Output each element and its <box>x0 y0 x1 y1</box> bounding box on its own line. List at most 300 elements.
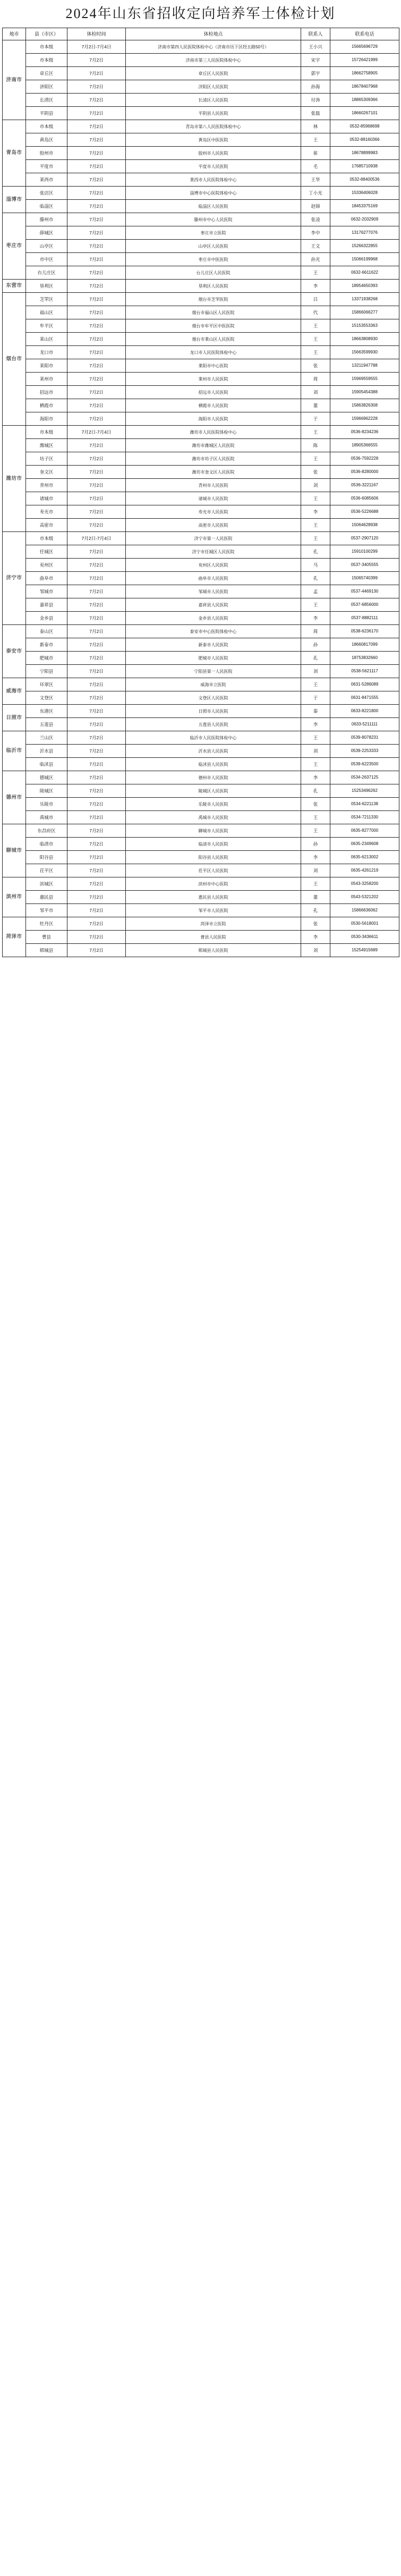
cell-time: 7月2日 <box>67 917 126 931</box>
cell-time: 7月2日 <box>67 572 126 585</box>
cell-place: 烟台市芝罘医院 <box>126 293 301 306</box>
cell-phone: 15253496262 <box>330 784 399 798</box>
table-row <box>3 200 399 213</box>
cell-phone: 15665696729 <box>330 40 399 54</box>
cell-phone: 0536-7592228 <box>330 452 399 466</box>
cell-place: 聊城市人民医院 <box>126 824 301 838</box>
cell-contact: 于 <box>301 412 330 426</box>
cell-county: 兖州区 <box>26 559 67 572</box>
cell-contact: 孔 <box>301 652 330 665</box>
cell-contact: 李 <box>301 771 330 784</box>
cell-place: 高密市人民医院 <box>126 519 301 532</box>
cell-city: 临沂市 <box>3 731 26 771</box>
cell-county: 牟平区 <box>26 319 67 333</box>
cell-phone: 15966962228 <box>330 412 399 426</box>
cell-place: 金乡县人民医院 <box>126 612 301 625</box>
cell-contact: 李 <box>301 931 330 944</box>
table-row <box>3 652 399 665</box>
cell-city: 潍坊市 <box>3 426 26 532</box>
table-row <box>3 559 399 572</box>
cell-place: 新泰市人民医院 <box>126 638 301 652</box>
cell-time: 7月2日 <box>67 492 126 505</box>
cell-time: 7月2日 <box>67 931 126 944</box>
cell-contact: 王 <box>301 877 330 891</box>
cell-time: 7月2日 <box>67 319 126 333</box>
cell-contact: 王 <box>301 333 330 346</box>
header-phone: 联系电话 <box>330 28 399 40</box>
cell-time: 7月2日 <box>67 160 126 173</box>
cell-contact: 宋宇 <box>301 54 330 67</box>
cell-contact: 王 <box>301 346 330 359</box>
cell-county: 五莲县 <box>26 718 67 731</box>
cell-county: 临清市 <box>26 838 67 851</box>
page-title: 2024年山东省招收定向培养军士体检计划 <box>65 6 336 21</box>
cell-contact: 王 <box>301 426 330 439</box>
table-row <box>3 625 399 638</box>
cell-place: 山亭区人民医院 <box>126 240 301 253</box>
table-row <box>3 931 399 944</box>
cell-phone: 13176277076 <box>330 226 399 240</box>
cell-phone: 0532-88160366 <box>330 133 399 147</box>
cell-place: 曲阜市人民医院 <box>126 572 301 585</box>
cell-time: 7月2日 <box>67 612 126 625</box>
cell-county: 台儿庄区 <box>26 266 67 280</box>
table-row <box>3 54 399 67</box>
cell-phone: 15336406028 <box>330 187 399 200</box>
cell-contact: 秦 <box>301 705 330 718</box>
header-city: 地市 <box>3 28 26 40</box>
cell-phone: 0532-85968698 <box>330 120 399 133</box>
cell-county: 邹城市 <box>26 585 67 598</box>
cell-contact: 孙 <box>301 638 330 652</box>
cell-contact: 王 <box>301 731 330 745</box>
header-place: 体检地点 <box>126 28 301 40</box>
cell-county: 牡丹区 <box>26 917 67 931</box>
cell-place: 枣庄市立医院 <box>126 226 301 240</box>
cell-contact: 李 <box>301 505 330 519</box>
cell-time: 7月2日 <box>67 784 126 798</box>
cell-time: 7月2日 <box>67 505 126 519</box>
cell-phone: 13371938268 <box>330 293 399 306</box>
cell-phone: 0536-8280000 <box>330 466 399 479</box>
cell-time: 7月2日-7月4日 <box>67 532 126 545</box>
cell-city: 泰安市 <box>3 625 26 678</box>
cell-place: 章丘区人民医院 <box>126 67 301 80</box>
cell-phone: 15065740399 <box>330 572 399 585</box>
cell-time: 7月2日 <box>67 187 126 200</box>
cell-time: 7月2日 <box>67 306 126 319</box>
table-row <box>3 917 399 931</box>
cell-contact: 孔 <box>301 904 330 917</box>
table-row <box>3 240 399 253</box>
cell-time: 7月2日 <box>67 346 126 359</box>
cell-county: 兰山区 <box>26 731 67 745</box>
cell-time: 7月2日 <box>67 293 126 306</box>
exam-schedule-table <box>2 28 399 957</box>
cell-phone: 18905366555 <box>330 439 399 452</box>
cell-contact: 董 <box>301 891 330 904</box>
cell-phone: 15863826308 <box>330 399 399 412</box>
cell-city: 威海市 <box>3 678 26 705</box>
table-row <box>3 173 399 187</box>
cell-county: 茌平区 <box>26 864 67 877</box>
cell-place: 乐陵市人民医院 <box>126 798 301 811</box>
cell-county: 莱州市 <box>26 373 67 386</box>
cell-contact: 周 <box>301 373 330 386</box>
table-row <box>3 479 399 492</box>
cell-county: 禹城市 <box>26 811 67 824</box>
cell-contact: 王 <box>301 266 330 280</box>
cell-place: 烟台市牟平区中医医院 <box>126 319 301 333</box>
cell-contact: 张 <box>301 359 330 373</box>
cell-county: 莱西市 <box>26 173 67 187</box>
table-row <box>3 439 399 452</box>
cell-county: 莱山区 <box>26 333 67 346</box>
cell-contact: 郭宇 <box>301 67 330 80</box>
cell-phone: 18678407968 <box>330 80 399 94</box>
cell-contact: 王 <box>301 319 330 333</box>
cell-phone: 18753832660 <box>330 652 399 665</box>
cell-county: 黄岛区 <box>26 133 67 147</box>
table-row <box>3 678 399 691</box>
cell-time: 7月2日 <box>67 851 126 864</box>
cell-phone: 0633-8221800 <box>330 705 399 718</box>
cell-county: 肥城市 <box>26 652 67 665</box>
header-contact: 联系人 <box>301 28 330 40</box>
table-row <box>3 811 399 824</box>
cell-contact: 孟 <box>301 585 330 598</box>
cell-phone: 0534-6221138 <box>330 798 399 811</box>
cell-time: 7月2日 <box>67 838 126 851</box>
cell-place: 济南市第三人民医院体检中心 <box>126 54 301 67</box>
table-row <box>3 426 399 439</box>
cell-county: 济阳区 <box>26 80 67 94</box>
cell-time: 7月2日 <box>67 120 126 133</box>
cell-phone: 15153553363 <box>330 319 399 333</box>
header-time: 体检时间 <box>67 28 126 40</box>
cell-place: 郓城县人民医院 <box>126 944 301 957</box>
cell-time: 7月2日 <box>67 731 126 745</box>
cell-contact: 王华 <box>301 173 330 187</box>
cell-phone: 0536-8234236 <box>330 426 399 439</box>
table-row <box>3 386 399 399</box>
table-row <box>3 466 399 479</box>
cell-place: 潍坊市潍城区人民医院 <box>126 439 301 452</box>
cell-county: 临沭县 <box>26 758 67 771</box>
cell-county: 泰山区 <box>26 625 67 638</box>
cell-time: 7月2日 <box>67 678 126 691</box>
cell-phone: 0530-3436611 <box>330 931 399 944</box>
cell-place: 海阳市人民医院 <box>126 412 301 426</box>
cell-place: 潍坊市奎文区人民医院 <box>126 466 301 479</box>
table-row <box>3 120 399 133</box>
cell-city: 烟台市 <box>3 293 26 426</box>
cell-time: 7月2日 <box>67 665 126 678</box>
cell-phone: 18660817099 <box>330 638 399 652</box>
cell-time: 7月2日 <box>67 399 126 412</box>
table-row <box>3 771 399 784</box>
cell-phone: 0536-3221167 <box>330 479 399 492</box>
cell-county: 金乡县 <box>26 612 67 625</box>
cell-city: 菏泽市 <box>3 917 26 957</box>
cell-contact: 陈 <box>301 439 330 452</box>
cell-phone: 17685710938 <box>330 160 399 173</box>
cell-place: 泰安市中心医院体检中心 <box>126 625 301 638</box>
cell-county: 芝罘区 <box>26 293 67 306</box>
table-row <box>3 452 399 466</box>
cell-county: 宁阳县 <box>26 665 67 678</box>
cell-time: 7月2日 <box>67 147 126 160</box>
cell-city: 日照市 <box>3 705 26 731</box>
cell-phone: 0539-8078231 <box>330 731 399 745</box>
cell-city: 滨州市 <box>3 877 26 917</box>
cell-time: 7月2日 <box>67 652 126 665</box>
cell-contact: 付涛 <box>301 94 330 107</box>
cell-place: 青岛市第八人民医院体检中心 <box>126 120 301 133</box>
table-row <box>3 160 399 173</box>
cell-county: 环翠区 <box>26 678 67 691</box>
cell-contact: 王文 <box>301 240 330 253</box>
cell-county: 诸城市 <box>26 492 67 505</box>
cell-phone: 18453375169 <box>330 200 399 213</box>
cell-time: 7月2日 <box>67 598 126 612</box>
cell-place: 临沂市人民医院体检中心 <box>126 731 301 745</box>
cell-phone: 0537-4469130 <box>330 585 399 598</box>
cell-county: 市本级 <box>26 532 67 545</box>
table-row <box>3 798 399 811</box>
cell-contact: 王 <box>301 678 330 691</box>
table-row <box>3 293 399 306</box>
cell-phone: 15066199968 <box>330 253 399 266</box>
cell-county: 东昌府区 <box>26 824 67 838</box>
cell-contact: 张 <box>301 917 330 931</box>
cell-city: 枣庄市 <box>3 213 26 280</box>
cell-phone: 15866066277 <box>330 306 399 319</box>
cell-time: 7月2日 <box>67 133 126 147</box>
cell-contact: 周 <box>301 625 330 638</box>
cell-time: 7月2日-7月4日 <box>67 426 126 439</box>
table-row <box>3 904 399 917</box>
cell-county: 海阳市 <box>26 412 67 426</box>
cell-contact: 林 <box>301 120 330 133</box>
table-body <box>3 40 399 957</box>
table-row <box>3 359 399 373</box>
cell-time: 7月2日 <box>67 359 126 373</box>
cell-phone: 15910100299 <box>330 545 399 559</box>
cell-city: 东营市 <box>3 280 26 293</box>
cell-county: 临淄区 <box>26 200 67 213</box>
cell-contact: 孔 <box>301 545 330 559</box>
table-row <box>3 187 399 200</box>
table-row <box>3 944 399 957</box>
cell-time: 7月2日-7月4日 <box>67 40 126 54</box>
cell-place: 济阳区人民医院 <box>126 80 301 94</box>
cell-time: 7月2日 <box>67 771 126 784</box>
cell-phone: 0537-2907120 <box>330 532 399 545</box>
table-row <box>3 598 399 612</box>
cell-time: 7月2日 <box>67 226 126 240</box>
cell-phone: 0633-5211111 <box>330 718 399 731</box>
cell-place: 滨州市中心医院 <box>126 877 301 891</box>
cell-county: 招远市 <box>26 386 67 399</box>
cell-phone: 18663808930 <box>330 333 399 346</box>
cell-phone: 0536-6085606 <box>330 492 399 505</box>
cell-time: 7月2日 <box>67 200 126 213</box>
cell-phone: 0537-8882111 <box>330 612 399 625</box>
cell-phone: 0539-2253333 <box>330 745 399 758</box>
cell-time: 7月2日 <box>67 585 126 598</box>
cell-place: 烟台市福山区人民医院 <box>126 306 301 319</box>
cell-phone: 18660267101 <box>330 107 399 120</box>
cell-time: 7月2日 <box>67 173 126 187</box>
cell-contact: 刘 <box>301 479 330 492</box>
cell-contact: 刘 <box>301 944 330 957</box>
cell-contact: 王 <box>301 519 330 532</box>
cell-time: 7月2日 <box>67 824 126 838</box>
cell-place: 惠民县人民医院 <box>126 891 301 904</box>
cell-time: 7月2日 <box>67 519 126 532</box>
cell-time: 7月2日 <box>67 625 126 638</box>
cell-time: 7月2日 <box>67 811 126 824</box>
cell-time: 7月2日 <box>67 80 126 94</box>
cell-time: 7月2日 <box>67 891 126 904</box>
cell-place: 青州市人民医院 <box>126 479 301 492</box>
cell-place: 威海市立医院 <box>126 678 301 691</box>
table-row <box>3 373 399 386</box>
cell-phone: 0532-88400536 <box>330 173 399 187</box>
cell-city: 济南市 <box>3 40 26 120</box>
cell-city: 德州市 <box>3 771 26 824</box>
cell-phone: 0631-5286089 <box>330 678 399 691</box>
table-row <box>3 306 399 319</box>
cell-contact: 张磊 <box>301 107 330 120</box>
cell-place: 肥城市人民医院 <box>126 652 301 665</box>
cell-contact: 刘 <box>301 386 330 399</box>
cell-time: 7月2日 <box>67 266 126 280</box>
table-row <box>3 745 399 758</box>
cell-county: 乐陵市 <box>26 798 67 811</box>
cell-county: 任城区 <box>26 545 67 559</box>
cell-city: 淄博市 <box>3 187 26 213</box>
cell-contact: 张 <box>301 798 330 811</box>
cell-phone: 0635-8277000 <box>330 824 399 838</box>
cell-county: 市本级 <box>26 40 67 54</box>
cell-time: 7月2日 <box>67 213 126 226</box>
table-row <box>3 213 399 226</box>
cell-contact: 赵锦 <box>301 200 330 213</box>
cell-place: 曹县人民医院 <box>126 931 301 944</box>
cell-phone: 0536-5226688 <box>330 505 399 519</box>
cell-place: 黄岛区中医医院 <box>126 133 301 147</box>
cell-place: 诸城市人民医院 <box>126 492 301 505</box>
table-row <box>3 851 399 864</box>
cell-county: 滨城区 <box>26 877 67 891</box>
cell-county: 郓城县 <box>26 944 67 957</box>
cell-county: 东港区 <box>26 705 67 718</box>
cell-county: 长清区 <box>26 94 67 107</box>
table-row <box>3 877 399 891</box>
table-row <box>3 80 399 94</box>
cell-phone: 0632-6611622 <box>330 266 399 280</box>
cell-county: 山亭区 <box>26 240 67 253</box>
cell-county: 薛城区 <box>26 226 67 240</box>
table-row <box>3 612 399 625</box>
cell-place: 平度市人民医院 <box>126 160 301 173</box>
cell-county: 邹平市 <box>26 904 67 917</box>
cell-place: 枣庄市中医医院 <box>126 253 301 266</box>
cell-time: 7月2日 <box>67 94 126 107</box>
cell-phone: 0631-8471555 <box>330 691 399 705</box>
cell-phone: 13211947788 <box>330 359 399 373</box>
cell-county: 市本级 <box>26 120 67 133</box>
cell-time: 7月2日 <box>67 439 126 452</box>
cell-time: 7月2日 <box>67 373 126 386</box>
cell-contact: 孙海 <box>301 80 330 94</box>
cell-place: 陵城区人民医院 <box>126 784 301 798</box>
cell-place: 临淄区人民医院 <box>126 200 301 213</box>
cell-phone: 15266322855 <box>330 240 399 253</box>
cell-phone: 15866636062 <box>330 904 399 917</box>
table-row <box>3 705 399 718</box>
table-row <box>3 94 399 107</box>
cell-county: 嘉祥县 <box>26 598 67 612</box>
cell-contact: 刘 <box>301 665 330 678</box>
cell-place: 阳谷县人民医院 <box>126 851 301 864</box>
cell-county: 惠民县 <box>26 891 67 904</box>
cell-phone: 0534-2637125 <box>330 771 399 784</box>
cell-county: 张店区 <box>26 187 67 200</box>
table-row <box>3 585 399 598</box>
table-row <box>3 532 399 545</box>
cell-place: 招远市人民医院 <box>126 386 301 399</box>
table-row <box>3 731 399 745</box>
cell-phone: 0539-6223500 <box>330 758 399 771</box>
cell-county: 高密市 <box>26 519 67 532</box>
cell-time: 7月2日 <box>67 545 126 559</box>
cell-time: 7月2日 <box>67 333 126 346</box>
table-row <box>3 412 399 426</box>
cell-phone: 15254915689 <box>330 944 399 957</box>
cell-county: 胶州市 <box>26 147 67 160</box>
cell-county: 沂水县 <box>26 745 67 758</box>
table-row <box>3 824 399 838</box>
cell-time: 7月2日 <box>67 944 126 957</box>
cell-place: 寿光市人民医院 <box>126 505 301 519</box>
cell-time: 7月2日 <box>67 412 126 426</box>
cell-contact: 王小兴 <box>301 40 330 54</box>
cell-contact: 李 <box>301 612 330 625</box>
cell-county: 章丘区 <box>26 67 67 80</box>
cell-contact: 王 <box>301 492 330 505</box>
cell-county: 德城区 <box>26 771 67 784</box>
cell-contact: 张 <box>301 466 330 479</box>
cell-place: 滕州市中心人民医院 <box>126 213 301 226</box>
table-row <box>3 691 399 705</box>
cell-phone: 15969559555 <box>330 373 399 386</box>
cell-county: 寿光市 <box>26 505 67 519</box>
cell-place: 济南市第四人民医院体检中心（济南市历下区经五路50号） <box>126 40 301 54</box>
cell-place: 禹城市人民医院 <box>126 811 301 824</box>
cell-contact: 王 <box>301 532 330 545</box>
cell-contact: 张凌 <box>301 213 330 226</box>
cell-contact: 孔 <box>301 572 330 585</box>
cell-county: 市本级 <box>26 54 67 67</box>
cell-phone: 0537-6856000 <box>330 598 399 612</box>
cell-time: 7月2日 <box>67 479 126 492</box>
cell-county: 阳谷县 <box>26 851 67 864</box>
cell-place: 台儿庄区人民医院 <box>126 266 301 280</box>
table-row <box>3 838 399 851</box>
